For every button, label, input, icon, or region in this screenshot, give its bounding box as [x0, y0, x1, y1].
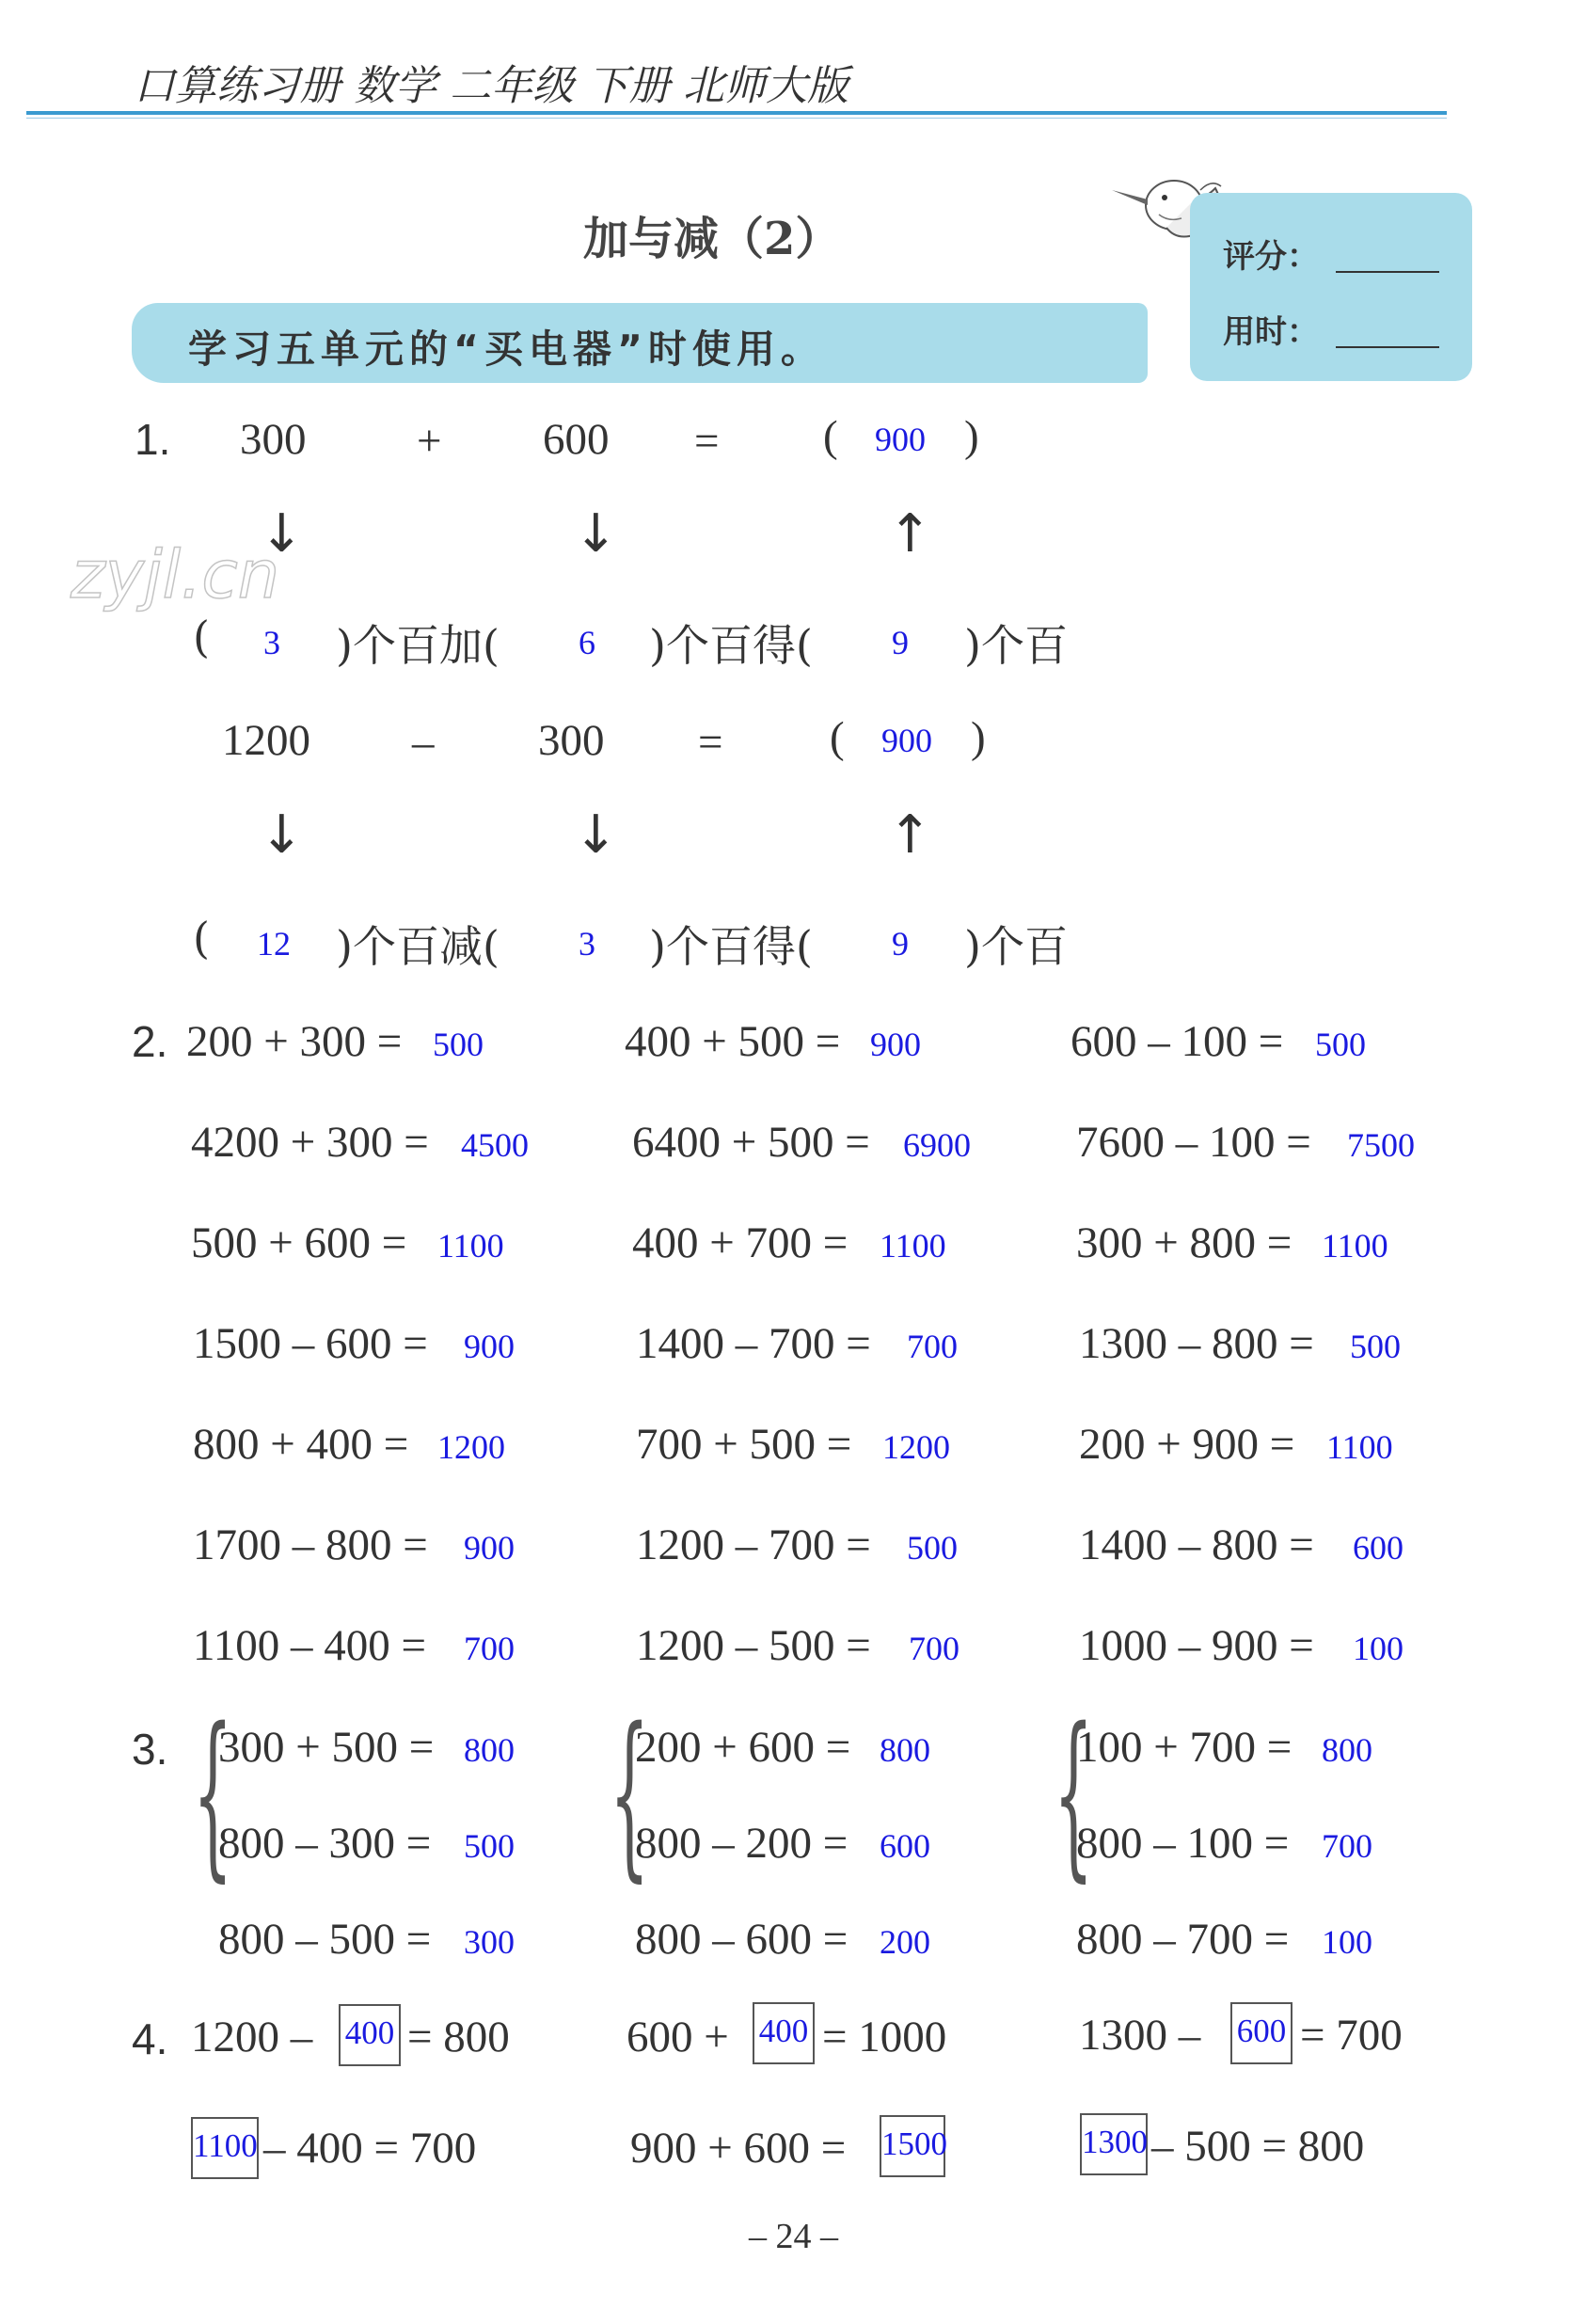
- page-title: 加与减（2）: [583, 213, 841, 265]
- q2-expression: 800 + 400 =: [193, 1420, 409, 1469]
- page-number: – 24 –: [749, 2217, 838, 2256]
- q3-answer[interactable]: 500: [464, 1827, 515, 1865]
- q2-expression: 1200 – 500 =: [636, 1621, 871, 1670]
- q2-expression: 1000 – 900 =: [1079, 1621, 1314, 1670]
- q3-expression: 800 – 500 =: [218, 1915, 432, 1964]
- q4-answer-box[interactable]: 400: [753, 2002, 815, 2064]
- q4-expression: – 400 = 700: [263, 2124, 477, 2173]
- q1-text: )个百减(: [336, 921, 500, 972]
- q1-answer[interactable]: 900: [881, 722, 932, 759]
- q2-expression: 1700 – 800 =: [193, 1520, 428, 1569]
- q1-equals: =: [698, 718, 723, 767]
- q1-operand: 300: [240, 415, 307, 464]
- q2-number: 2.: [132, 1017, 168, 1066]
- q2-expression: 7600 – 100 =: [1076, 1118, 1311, 1167]
- q3-expression: 800 – 100 =: [1076, 1819, 1290, 1868]
- q3-answer[interactable]: 200: [880, 1923, 930, 1961]
- q3-expression: 800 – 700 =: [1076, 1915, 1290, 1964]
- q2-answer[interactable]: 700: [464, 1630, 515, 1667]
- q4-expression: = 1000: [822, 2013, 947, 2061]
- q3-answer[interactable]: 700: [1322, 1827, 1372, 1865]
- down-arrow-icon: ↓: [574, 503, 618, 565]
- q1-paren: (: [830, 713, 845, 762]
- q3-expression: 200 + 600 =: [635, 1723, 851, 1772]
- q4-expression: 1300 –: [1079, 2011, 1201, 2060]
- q2-expression: 500 + 600 =: [191, 1218, 407, 1267]
- brace-icon: {: [193, 1690, 233, 1898]
- q1-answer[interactable]: 3: [263, 624, 280, 661]
- score-box: [1190, 193, 1472, 381]
- q2-answer[interactable]: 900: [464, 1529, 515, 1567]
- q2-answer[interactable]: 500: [1350, 1328, 1401, 1365]
- q1-answer[interactable]: 6: [579, 624, 595, 661]
- q3-answer[interactable]: 100: [1322, 1923, 1372, 1961]
- brace-icon: {: [610, 1690, 650, 1898]
- q1-equals: =: [694, 417, 720, 466]
- q2-answer[interactable]: 900: [870, 1026, 921, 1063]
- q2-answer[interactable]: 1100: [880, 1227, 946, 1265]
- q1-answer[interactable]: 12: [257, 925, 291, 963]
- q3-expression: 300 + 500 =: [218, 1723, 435, 1772]
- q2-expression: 400 + 500 =: [625, 1017, 841, 1066]
- q1-paren: ): [971, 713, 986, 762]
- q1-operand: 300: [538, 716, 605, 765]
- time-blank[interactable]: [1336, 346, 1439, 348]
- q4-expression: 1200 –: [191, 2013, 313, 2061]
- q2-answer[interactable]: 1200: [437, 1428, 505, 1466]
- q2-expression: 1200 – 700 =: [636, 1520, 871, 1569]
- q4-expression: = 800: [407, 2013, 510, 2061]
- q1-operator: –: [412, 718, 435, 767]
- q2-answer[interactable]: 500: [1315, 1026, 1366, 1063]
- q2-expression: 1400 – 700 =: [636, 1319, 871, 1368]
- down-arrow-icon: ↓: [574, 804, 618, 866]
- q2-answer[interactable]: 900: [464, 1328, 515, 1365]
- q1-answer[interactable]: 9: [892, 925, 909, 963]
- q1-paren: (: [193, 913, 210, 963]
- q3-answer[interactable]: 800: [1322, 1731, 1372, 1769]
- q1-number: 1.: [135, 415, 171, 464]
- time-label: 用时：: [1223, 313, 1319, 351]
- q2-expression: 200 + 300 =: [186, 1017, 403, 1066]
- q1-operator: +: [417, 417, 442, 466]
- q1-answer[interactable]: 3: [579, 925, 595, 963]
- q3-expression: 800 – 300 =: [218, 1819, 432, 1868]
- q2-expression: 6400 + 500 =: [632, 1118, 870, 1167]
- q2-answer[interactable]: 7500: [1347, 1126, 1415, 1164]
- q2-answer[interactable]: 4500: [461, 1126, 529, 1164]
- q2-expression: 4200 + 300 =: [191, 1118, 429, 1167]
- q2-expression: 400 + 700 =: [632, 1218, 848, 1267]
- q2-answer[interactable]: 500: [907, 1529, 958, 1567]
- score-blank[interactable]: [1336, 271, 1439, 273]
- brace-icon: {: [1054, 1690, 1094, 1898]
- q2-expression: 600 – 100 =: [1070, 1017, 1284, 1066]
- q2-answer[interactable]: 1100: [1322, 1227, 1388, 1265]
- q2-answer[interactable]: 700: [909, 1630, 959, 1667]
- q4-answer-box[interactable]: 400: [339, 2004, 401, 2066]
- q4-answer-box[interactable]: 600: [1230, 2002, 1292, 2064]
- q4-expression: = 700: [1300, 2011, 1403, 2060]
- q4-expression: – 500 = 800: [1151, 2122, 1365, 2171]
- q1-text: )个百加(: [336, 620, 500, 671]
- q1-text: )个百得(: [649, 921, 813, 972]
- q2-expression: 300 + 800 =: [1076, 1218, 1292, 1267]
- down-arrow-icon: ↓: [260, 804, 304, 866]
- q1-operand: 1200: [222, 716, 310, 765]
- q1-paren: (: [823, 412, 838, 461]
- down-arrow-icon: ↓: [260, 503, 304, 565]
- q2-expression: 200 + 900 =: [1079, 1420, 1295, 1469]
- up-arrow-icon: ↑: [888, 503, 932, 565]
- q3-expression: 800 – 200 =: [635, 1819, 848, 1868]
- header-rule-thin: [26, 118, 1447, 119]
- q1-paren: (: [193, 612, 210, 662]
- q3-expression: 100 + 700 =: [1076, 1723, 1292, 1772]
- q2-expression: 1300 – 800 =: [1079, 1319, 1314, 1368]
- q3-answer[interactable]: 300: [464, 1923, 515, 1961]
- q1-paren: ): [964, 412, 979, 461]
- q1-answer[interactable]: 9: [892, 624, 909, 661]
- q1-operand: 600: [543, 415, 610, 464]
- q2-answer[interactable]: 1100: [1326, 1428, 1393, 1466]
- q4-answer-box[interactable]: 1100: [191, 2117, 259, 2179]
- q2-answer[interactable]: 6900: [903, 1126, 971, 1164]
- up-arrow-icon: ↑: [888, 804, 932, 866]
- q2-answer[interactable]: 100: [1353, 1630, 1403, 1667]
- book-title: 口算练习册 数学 二年级 下册 北师大版: [134, 62, 848, 110]
- score-label: 评分：: [1223, 238, 1319, 276]
- q3-answer[interactable]: 800: [464, 1731, 515, 1769]
- q2-answer[interactable]: 1100: [437, 1227, 504, 1265]
- q1-text: )个百: [964, 620, 1068, 671]
- q2-answer[interactable]: 500: [433, 1026, 484, 1063]
- q3-number: 3.: [132, 1725, 168, 1774]
- q2-expression: 1100 – 400 =: [193, 1621, 427, 1670]
- q3-answer[interactable]: 800: [880, 1731, 930, 1769]
- q2-answer[interactable]: 1200: [882, 1428, 950, 1466]
- q1-text: )个百: [964, 921, 1068, 972]
- q3-answer[interactable]: 600: [880, 1827, 930, 1865]
- q4-expression: 900 + 600 =: [630, 2124, 847, 2173]
- instruction-text: 学习五单元的“买电器”时使用。: [188, 326, 825, 372]
- q4-number: 4.: [132, 2014, 168, 2063]
- q1-text: )个百得(: [649, 620, 813, 671]
- q2-expression: 1500 – 600 =: [193, 1319, 428, 1368]
- q3-expression: 800 – 600 =: [635, 1915, 848, 1964]
- q4-answer-box[interactable]: 1500: [880, 2115, 945, 2177]
- q2-expression: 700 + 500 =: [636, 1420, 852, 1469]
- q4-expression: 600 +: [626, 2013, 729, 2061]
- watermark: zyjl.cn: [71, 536, 280, 613]
- q2-answer[interactable]: 700: [907, 1328, 958, 1365]
- q2-expression: 1400 – 800 =: [1079, 1520, 1314, 1569]
- q2-answer[interactable]: 600: [1353, 1529, 1403, 1567]
- q1-answer[interactable]: 900: [875, 421, 926, 458]
- header-rule: [26, 111, 1447, 115]
- q4-answer-box[interactable]: 1300: [1080, 2113, 1148, 2175]
